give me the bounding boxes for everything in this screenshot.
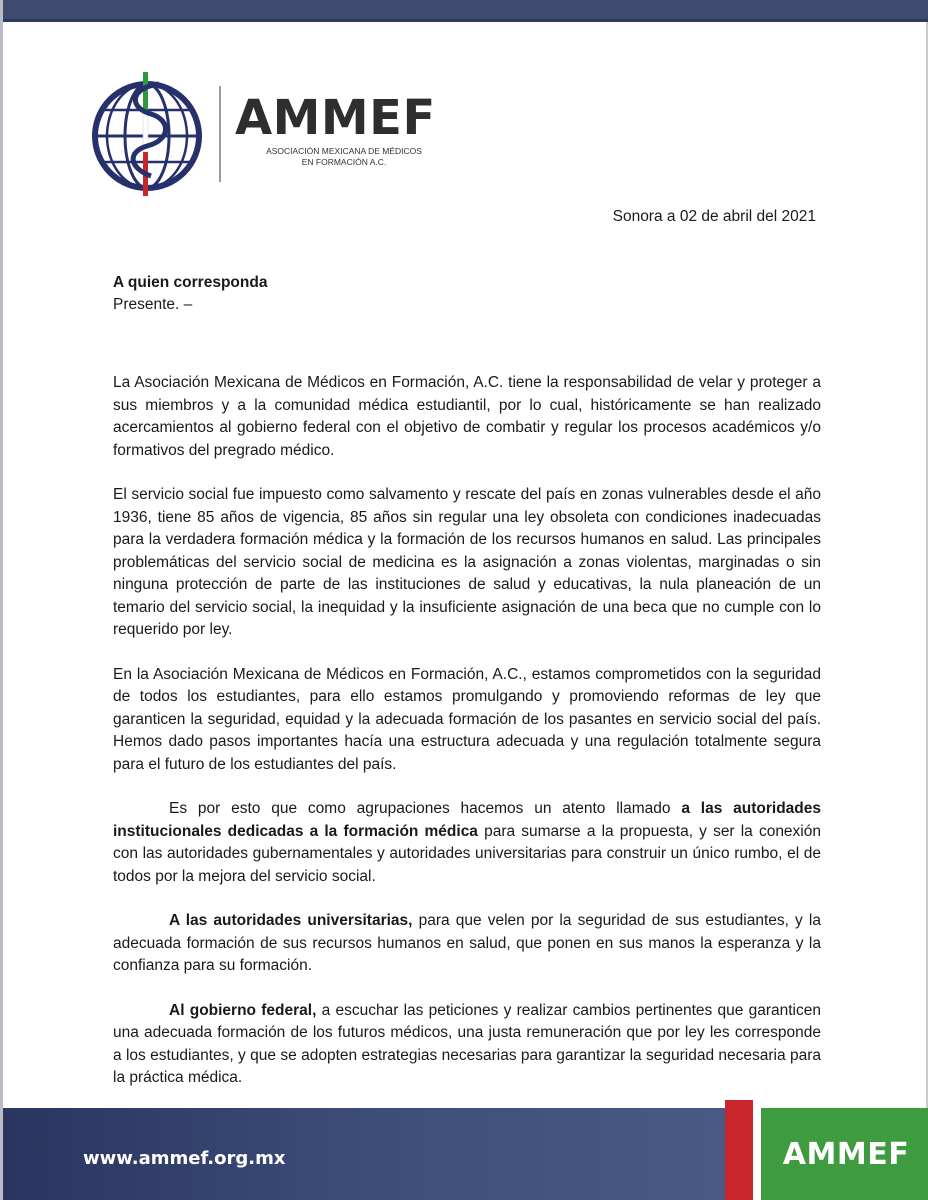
paragraph-3: En la Asociación Mexicana de Médicos en Formación, A.C., estamos comprometidos con la seguridad de todos los estudiantes, para ello estamos promulgando y promoviendo reformas de ley que garanticen la seguridad, equidad y la adecuada formación de los pasantes en servicio social del país. Hemos dado pasos importantes hacía una estructura adecuada y una regulación totalmente segura para el futuro de los estudiantes del país. — [113, 665, 821, 773]
addressee: A quien corresponda — [113, 274, 268, 291]
paragraph-6 — [113, 1000, 821, 1090]
paragraph-4-emphasis: a las autoridades institucionales dedicadas a la formación médica — [113, 800, 821, 840]
caduceus-globe-icon — [89, 64, 211, 200]
paragraph-5-end: para que velen por la seguridad de sus estudiantes, y la adecuada formación de sus recursos humanos en salud, que ponen en sus manos la esperanza y la confianza para su formación. — [113, 912, 821, 974]
brand-name: AMMEF — [235, 90, 436, 146]
paragraph-6-emphasis: Al gobierno federal, — [169, 1001, 317, 1019]
footer-logo-box — [761, 1108, 928, 1200]
paragraph-4-end: para sumarse a la propuesta, y ser la conexión con las autoridades gubernamentales y autoridades universitarias para construir un único rumbo, el de todos por la mejora del servicio social. — [113, 822, 821, 885]
paragraph-5 — [113, 910, 821, 978]
paragraph-6-end: a escuchar las peticiones y realizar cambios pertinentes que garanticen una adecuada formación de los futuros médicos, una justa remuneración que por ley les corresponde a los estudiantes, y que se adopten estrategias necesarias para garantizar la seguridad necesaria para la práctica médica. — [113, 1001, 821, 1086]
footer-logo-text: AMMEF — [782, 1136, 910, 1172]
paragraph-5-emphasis: A las autoridades universitarias, — [169, 912, 413, 929]
brand-subtitle-line-1: ASOCIACIÓN MEXICANA DE MÉDICOS — [266, 146, 422, 156]
brand-subtitle — [259, 146, 429, 168]
greeting: Presente. – — [113, 296, 193, 313]
paragraph-1: La Asociación Mexicana de Médicos en Formación, A.C. tiene la responsabilidad de velar y proteger a sus miembros y a la comunidad médica estudiantil, por lo cual, históricamente se han realizado acercamientos al gobierno federal con el objetivo de combatir y regular los procesos académicos y/o formativos del pregrado médico. — [113, 374, 821, 459]
paragraph-4-start: Es por esto que como agrupaciones hacemos un atento llamado — [169, 800, 682, 817]
top-band — [3, 0, 928, 22]
footer — [3, 1100, 928, 1200]
footer-red-stripe — [725, 1100, 753, 1200]
letter-date: Sonora a 02 de abril del 2021 — [612, 208, 816, 225]
paragraph-2: El servicio social fue impuesto como salvamento y rescate del país en zonas vulnerables desde el año 1936, tiene 85 años de vigencia, 85 años sin regular una ley obsoleta con condiciones inadecuadas para la verdadera formación médica y la formación de los recursos humanos en salud. Las principales problemáticas del servicio social de medicina es la asignación a zonas violentas, marginadas o sin ninguna protección de parte de las instituciones de salud y educativas, la nula planeación de un temario del servicio social, la inequidad y la insuficiente asignación de una beca que no cumple con lo requerido por ley. — [113, 486, 821, 638]
logo-divider — [219, 86, 221, 182]
brand-subtitle-line-2: EN FORMACIÓN A.C. — [301, 157, 387, 167]
addressee-block — [113, 272, 267, 316]
paragraph-4 — [113, 798, 821, 888]
website-link[interactable]: www.ammef.org.mx — [83, 1148, 286, 1169]
letter-body — [113, 372, 821, 1112]
ammef-logo — [89, 64, 436, 204]
